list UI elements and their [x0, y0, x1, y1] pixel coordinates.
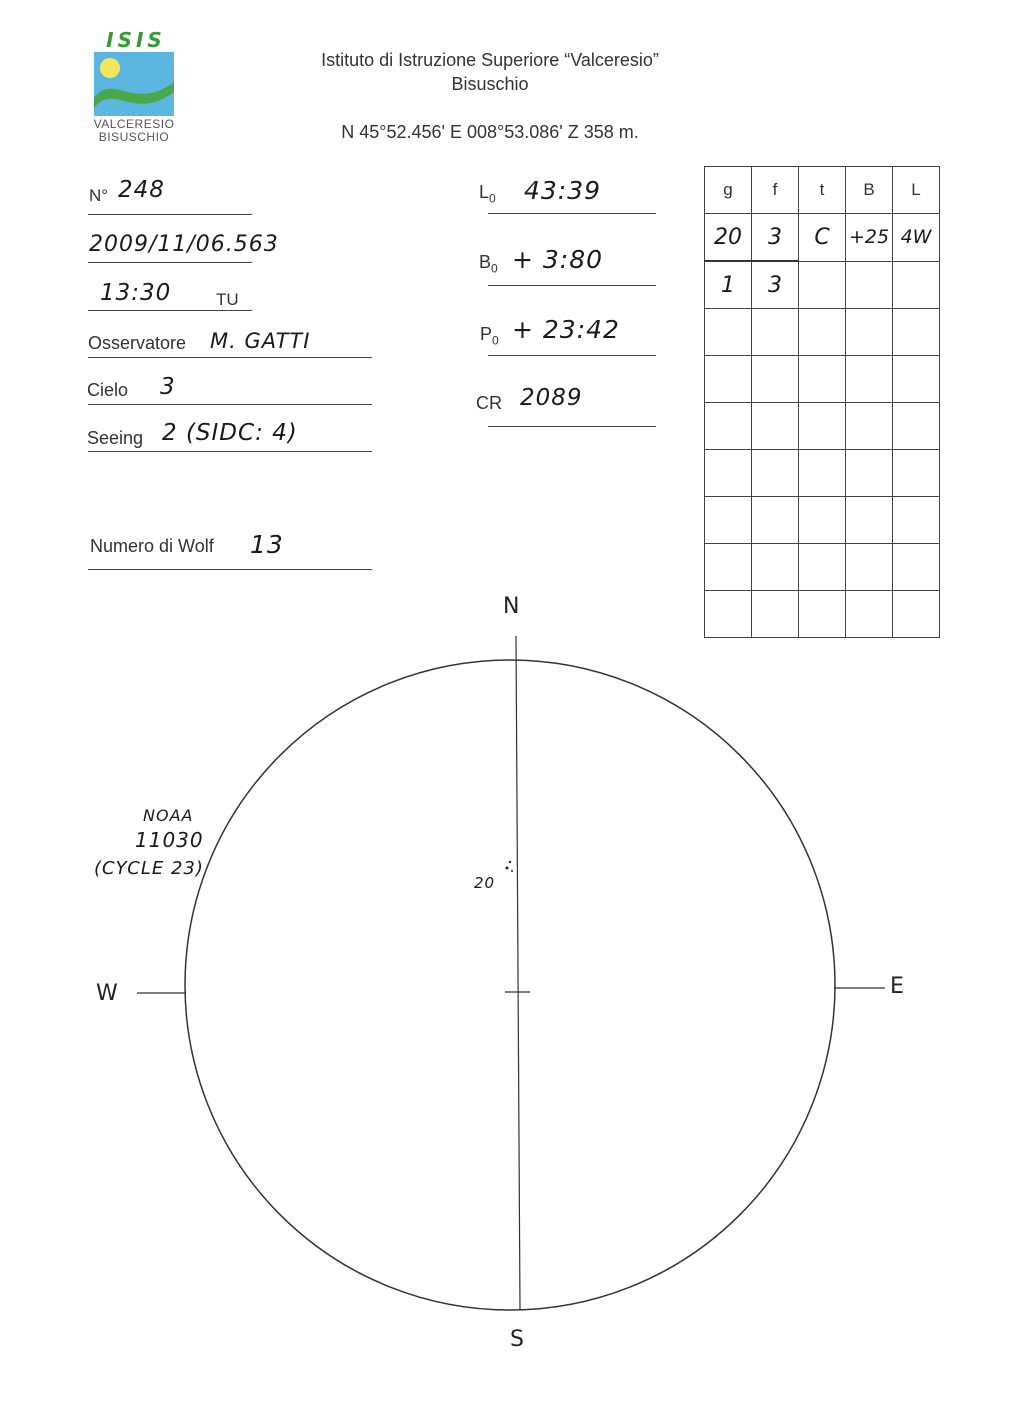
wolf-number-value: 13 [250, 530, 284, 559]
institute-name: Istituto di Istruzione Superiore “Valceresio” [321, 50, 659, 70]
wolf-number-label: Numero di Wolf [90, 536, 214, 556]
noaa-note-line1: NOAA [143, 806, 194, 825]
cell: 3 [752, 261, 799, 309]
sunspot-dot [506, 867, 509, 870]
sunspot-dot [509, 861, 511, 863]
p0-value: + 23:42 [512, 315, 620, 344]
time-unit: TU [216, 290, 239, 309]
compass-south: S [510, 1327, 524, 1352]
l0-value: 43:39 [524, 176, 602, 205]
compass-north: N [503, 594, 520, 619]
solar-disk-outline [185, 660, 835, 1310]
header-f: f [752, 167, 799, 214]
b0-label-sub: 0 [491, 261, 498, 276]
station-coordinates: N 45°52.456' E 008°53.086' Z 358 m. [341, 122, 639, 142]
sky-value: 3 [160, 374, 176, 400]
seeing-value: 2 (SIDC: 4) [162, 420, 298, 446]
noaa-note-line2: 11030 [135, 828, 204, 852]
header-b: B [846, 167, 893, 214]
cell: 3 [752, 214, 799, 262]
logo-word: ISIS [106, 28, 166, 52]
logo-subtitle-1: VALCERESIO [93, 117, 175, 131]
cr-value: 2089 [520, 385, 583, 411]
institute-town: Bisuschio [451, 74, 529, 94]
noaa-note-line3: (CYCLE 23) [94, 858, 204, 879]
group-number-label: 20 [474, 874, 496, 892]
observer-value: M. GATTI [210, 329, 311, 353]
l0-label-sub: 0 [489, 191, 496, 206]
seeing-label: Seeing [87, 428, 144, 448]
p0-label-sub: 0 [492, 333, 499, 348]
cell: C [799, 214, 846, 262]
compass-east: E [890, 974, 904, 999]
cell: +25 [846, 214, 893, 262]
header-t: t [799, 167, 846, 214]
header-l: L [893, 167, 940, 214]
header-g: g [705, 167, 752, 214]
number-label: N° [89, 186, 109, 205]
cell: 20 [705, 214, 752, 262]
cell: 1 [705, 261, 752, 309]
north-south-axis [516, 636, 520, 1310]
sky-label: Cielo [87, 380, 129, 400]
cell: 4W [893, 214, 940, 262]
date-value: 2009/11/06.563 [89, 232, 279, 257]
compass-west: W [96, 981, 118, 1006]
number-value: 248 [118, 177, 165, 203]
b0-label-letter: B [479, 252, 492, 272]
time-value: 13:30 [100, 280, 172, 306]
logo-subtitle-2: BISUSCHIO [98, 130, 170, 144]
l0-label-letter: L [479, 182, 490, 202]
p0-label-letter: P [480, 324, 493, 344]
observer-label: Osservatore [88, 333, 187, 353]
b0-value: + 3:80 [512, 245, 604, 274]
cr-label: CR [476, 393, 502, 413]
sunspot-dot [511, 870, 513, 872]
